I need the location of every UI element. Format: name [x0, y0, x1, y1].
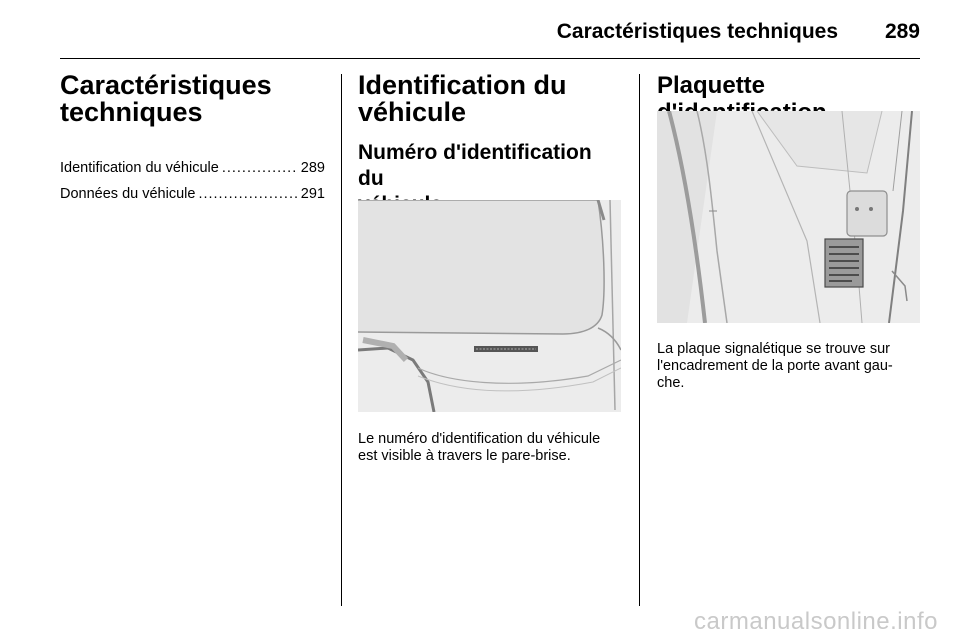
windshield-vin-illustration	[358, 200, 621, 412]
vin-description-line1: Le numéro d'identification du véhicule	[358, 431, 601, 447]
door-frame-nameplate-illustration	[657, 111, 920, 323]
column-1	[60, 72, 325, 212]
toc-leader-dots	[198, 186, 297, 202]
nameplate-description-line3: che.	[657, 375, 685, 391]
chapter-title-line1: Caractéristiques	[60, 70, 272, 100]
nameplate-description	[657, 341, 925, 392]
section-title	[358, 72, 623, 126]
page-header	[60, 14, 920, 59]
column-divider	[341, 74, 342, 606]
watermark: carmanualsonline.info	[694, 608, 938, 635]
chapter-title-line2: techniques	[60, 97, 203, 127]
toc-entry[interactable]	[60, 186, 325, 212]
column-2	[358, 72, 623, 218]
vin-description-line2: est visible à travers le pare-brise.	[358, 448, 571, 464]
toc-leader-dots	[222, 160, 298, 176]
toc-entry[interactable]	[60, 160, 325, 186]
toc-entry-page: 291	[300, 186, 325, 202]
subsection-title-line1: Numéro d'identification du	[358, 141, 592, 190]
table-of-contents	[60, 160, 325, 212]
nameplate-description-line2: l'encadrement de la porte avant gau-	[657, 358, 893, 374]
header-title: Caractéristiques techniques	[556, 20, 838, 43]
toc-entry-label: Identification du véhicule	[60, 160, 219, 176]
section-title-line1: Identification du	[358, 70, 567, 100]
nameplate-description-line1: La plaque signalétique se trouve sur	[657, 341, 890, 357]
chapter-title	[60, 72, 325, 126]
toc-entry-label: Données du véhicule	[60, 186, 196, 202]
vin-description	[358, 431, 628, 465]
toc-entry-page: 289	[300, 160, 325, 176]
column-divider	[639, 74, 640, 606]
section-title-line2: véhicule	[358, 97, 467, 127]
nameplate-section-title: Plaquette	[657, 72, 766, 99]
page-number: 289	[884, 20, 920, 43]
